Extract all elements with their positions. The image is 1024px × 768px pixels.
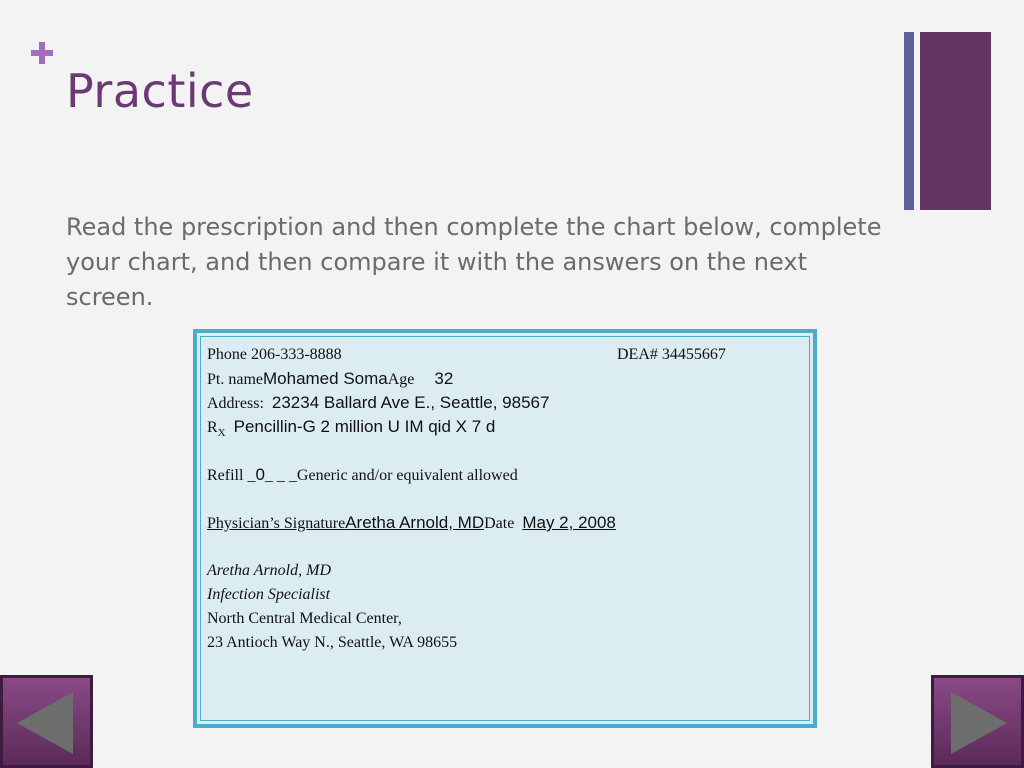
- physician-signature: Aretha Arnold, MD: [345, 513, 485, 532]
- rx-symbol-sub: X: [217, 427, 226, 439]
- refill-line: [207, 463, 803, 487]
- rx-order-line: [207, 415, 803, 439]
- slide-title: Practice: [66, 64, 254, 118]
- decorative-bar-thin: [904, 32, 914, 210]
- refill-value: 0: [255, 465, 265, 484]
- rx-symbol: [207, 419, 226, 439]
- prescription-card: [193, 329, 817, 728]
- patient-age: 32: [434, 369, 454, 388]
- patient-line: [207, 367, 803, 391]
- phone-label: Phone 206-333-8888: [207, 346, 342, 363]
- plus-icon: [27, 38, 57, 68]
- rx-symbol-main: R: [207, 419, 218, 436]
- signature-label: Physician’s Signature: [207, 515, 346, 532]
- previous-slide-button[interactable]: [0, 675, 93, 768]
- physician-name: Aretha Arnold, MD: [207, 562, 331, 579]
- spacer: [207, 535, 803, 559]
- date-label: Date: [484, 515, 515, 532]
- physician-title: Infection Specialist: [207, 586, 331, 603]
- patient-name-label: Pt. name: [207, 371, 263, 388]
- triangle-right-icon: [951, 692, 1007, 754]
- refill-label: Refill _: [207, 467, 256, 484]
- spacer: [207, 439, 803, 463]
- facility-name: North Central Medical Center,: [207, 610, 402, 627]
- decorative-bar-thick: [920, 32, 991, 210]
- rx-order: Pencillin-G 2 million U IM qid X 7 d: [233, 417, 496, 436]
- phone-dea-line: [207, 343, 803, 367]
- address-line: [207, 391, 803, 415]
- signature-line: [207, 511, 803, 535]
- prescription-date: May 2, 2008: [522, 513, 616, 532]
- dea-label: DEA# 34455667: [617, 346, 726, 363]
- intro-text: Read the prescription and then complete the chart below, complete your chart, and then compare it with the answers on the next screen.: [66, 213, 882, 311]
- spacer: [207, 487, 803, 511]
- prescription-content: [207, 343, 803, 655]
- generic-text: Generic and/or equivalent allowed: [296, 467, 518, 484]
- age-label: Age: [387, 371, 415, 388]
- patient-address: 23234 Ballard Ave E., Seattle, 98567: [271, 393, 550, 412]
- address-label: Address:: [207, 395, 264, 412]
- refill-trail: _ _ _: [264, 467, 297, 484]
- triangle-left-icon: [17, 692, 73, 754]
- facility-address: 23 Antioch Way N., Seattle, WA 98655: [207, 634, 458, 651]
- next-slide-button[interactable]: [931, 675, 1024, 768]
- patient-name: Mohamed Soma: [263, 369, 388, 388]
